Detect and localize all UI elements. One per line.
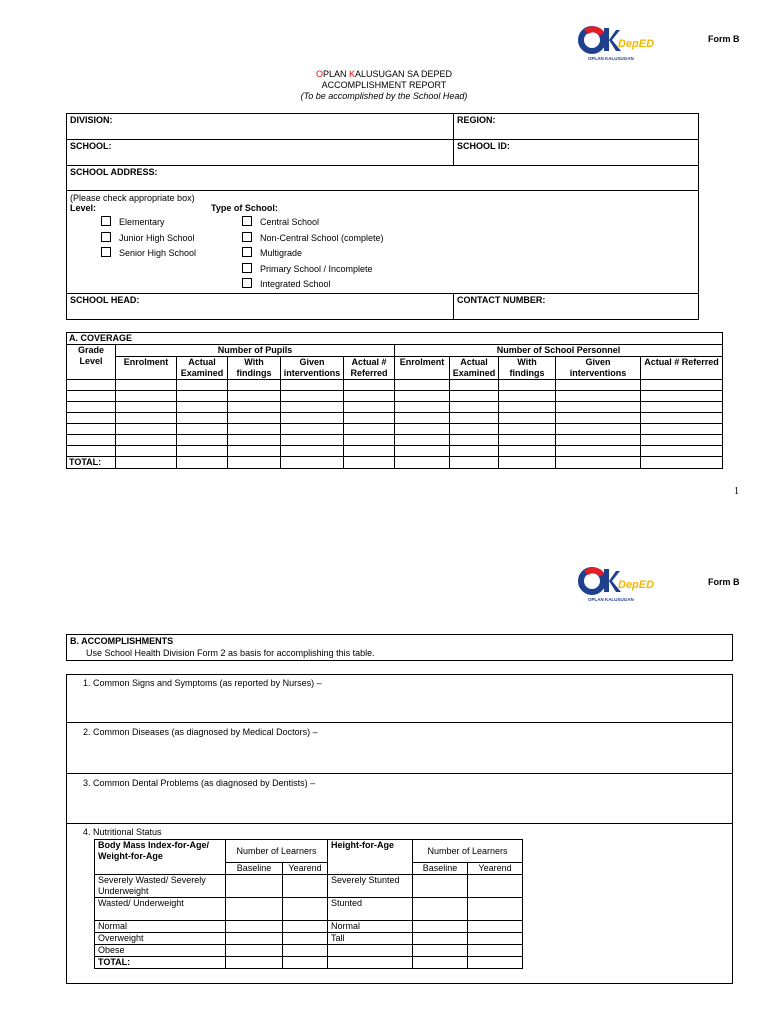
divider <box>67 823 732 824</box>
item-common-diseases: 2. Common Diseases (as diagnosed by Medical Doctors) – <box>83 727 318 737</box>
table-row: Obese <box>95 945 523 957</box>
total-row <box>67 457 723 469</box>
type-option-primary[interactable]: Primary School / Incomplete <box>242 262 384 278</box>
pupils-header: Number of Pupils <box>116 345 395 357</box>
table-row: Overweight Tall <box>95 933 523 945</box>
checkbox[interactable] <box>242 216 252 226</box>
bmi-header: Body Mass Index-for-Age/ Weight-for-Age <box>95 840 226 875</box>
level-option-elementary[interactable]: Elementary <box>101 215 196 231</box>
col-actual-referred: Actual # Referred <box>641 357 723 380</box>
checkbox[interactable] <box>242 263 252 273</box>
table-row <box>67 413 723 424</box>
type-option-central[interactable]: Central School <box>242 215 384 231</box>
table-row: Wasted/ Underweight Stunted <box>95 898 523 921</box>
hfa-header: Height-for-Age <box>328 840 413 875</box>
nutrition-table <box>94 839 523 969</box>
level-options <box>101 215 196 262</box>
type-options <box>242 215 384 293</box>
accomplishments-header <box>66 634 733 661</box>
type-option-multigrade[interactable]: Multigrade <box>242 246 384 262</box>
checkbox[interactable] <box>242 247 252 257</box>
item-dental-problems: 3. Common Dental Problems (as diagnosed by Dentists) – <box>83 778 316 788</box>
divider <box>67 722 732 723</box>
school-head-field[interactable]: SCHOOL HEAD: <box>67 294 454 320</box>
table-row <box>67 424 723 435</box>
yearend-header: Yearend <box>468 863 523 875</box>
svg-text:OPLAN KALUSUGAN: OPLAN KALUSUGAN <box>588 56 634 61</box>
school-info-table <box>66 113 699 320</box>
baseline-header: Baseline <box>413 863 468 875</box>
title-k: K <box>348 69 355 79</box>
level-option-jhs[interactable]: Junior High School <box>101 231 196 247</box>
item-signs-symptoms: 1. Common Signs and Symptoms (as reported by Nurses) – <box>83 678 322 688</box>
page-number: 1 <box>734 486 739 497</box>
checkbox[interactable] <box>101 216 111 226</box>
col-actual-examined: Actual Examined <box>177 357 228 380</box>
title-o: O <box>315 69 323 79</box>
col-given-interventions: Given interventions <box>281 357 344 380</box>
col-with-findings: With findings <box>499 357 556 380</box>
table-row: Severely Wasted/ Severely Underweight Severely Stunted <box>95 875 523 898</box>
table-row <box>67 402 723 413</box>
report-title <box>0 69 784 80</box>
hfa-learners-header: Number of Learners <box>413 840 523 863</box>
personnel-header: Number of School Personnel <box>395 345 723 357</box>
school-field[interactable]: SCHOOL: <box>67 140 454 166</box>
yearend-header: Yearend <box>283 863 328 875</box>
form-label: Form B <box>708 34 740 44</box>
school-id-field[interactable]: SCHOOL ID: <box>454 140 699 166</box>
oplan-kalusugan-logo <box>578 559 655 605</box>
col-actual-examined: Actual Examined <box>450 357 499 380</box>
region-field[interactable]: REGION: <box>454 114 699 140</box>
school-address-field[interactable]: SCHOOL ADDRESS: <box>67 166 699 191</box>
svg-text:DepED: DepED <box>618 38 655 50</box>
col-actual-referred: Actual # Referred <box>344 357 395 380</box>
checkbox[interactable] <box>101 247 111 257</box>
division-field[interactable]: DIVISION: <box>67 114 454 140</box>
type-option-integrated[interactable]: Integrated School <box>242 277 384 293</box>
col-with-findings: With findings <box>228 357 281 380</box>
form-label: Form B <box>708 577 740 587</box>
baseline-header: Baseline <box>226 863 283 875</box>
item-nutritional-status: 4. Nutritional Status <box>83 827 162 837</box>
total-row <box>95 957 523 969</box>
checkbox[interactable] <box>242 232 252 242</box>
contact-number-field[interactable]: CONTACT NUMBER: <box>454 294 699 320</box>
checkbox[interactable] <box>242 278 252 288</box>
accomplishments-instruction: Use School Health Division Form 2 as basis for accomplishing this table. <box>86 648 375 658</box>
title-plan: PLAN <box>322 69 349 79</box>
coverage-title: A. COVERAGE <box>67 333 723 345</box>
table-row <box>67 446 723 457</box>
col-given-interventions: Given interventions <box>556 357 641 380</box>
table-row <box>67 380 723 391</box>
table-row <box>67 391 723 402</box>
check-note: (Please check appropriate box) <box>70 193 195 203</box>
col-enrolment: Enrolment <box>395 357 450 380</box>
table-row <box>67 435 723 446</box>
accomplishments-title: B. ACCOMPLISHMENTS <box>70 636 174 646</box>
report-note: (To be accomplished by the School Head) <box>300 91 468 101</box>
bmi-learners-header: Number of Learners <box>226 840 328 863</box>
level-option-shs[interactable]: Senior High School <box>101 246 196 262</box>
accomplishments-body <box>66 674 733 984</box>
col-enrolment: Enrolment <box>116 357 177 380</box>
svg-text:DepED: DepED <box>618 579 655 591</box>
report-subtitle: ACCOMPLISHMENT REPORT <box>321 80 447 90</box>
total-label: TOTAL: <box>67 457 116 469</box>
type-option-noncentral[interactable]: Non-Central School (complete) <box>242 231 384 247</box>
table-row: Normal Normal <box>95 921 523 933</box>
oplan-kalusugan-logo <box>578 18 655 64</box>
title-rest: ALUSUGAN SA DEPED <box>355 69 453 79</box>
level-type-cell <box>67 191 699 294</box>
level-label: Level: <box>70 203 97 213</box>
type-label: Type of School: <box>211 203 278 213</box>
checkbox[interactable] <box>101 232 111 242</box>
total-label: TOTAL: <box>95 957 226 969</box>
divider <box>67 773 732 774</box>
coverage-table <box>66 332 723 469</box>
svg-text:OPLAN KALUSUGAN: OPLAN KALUSUGAN <box>588 597 634 602</box>
grade-level-header: Grade Level <box>67 345 116 380</box>
